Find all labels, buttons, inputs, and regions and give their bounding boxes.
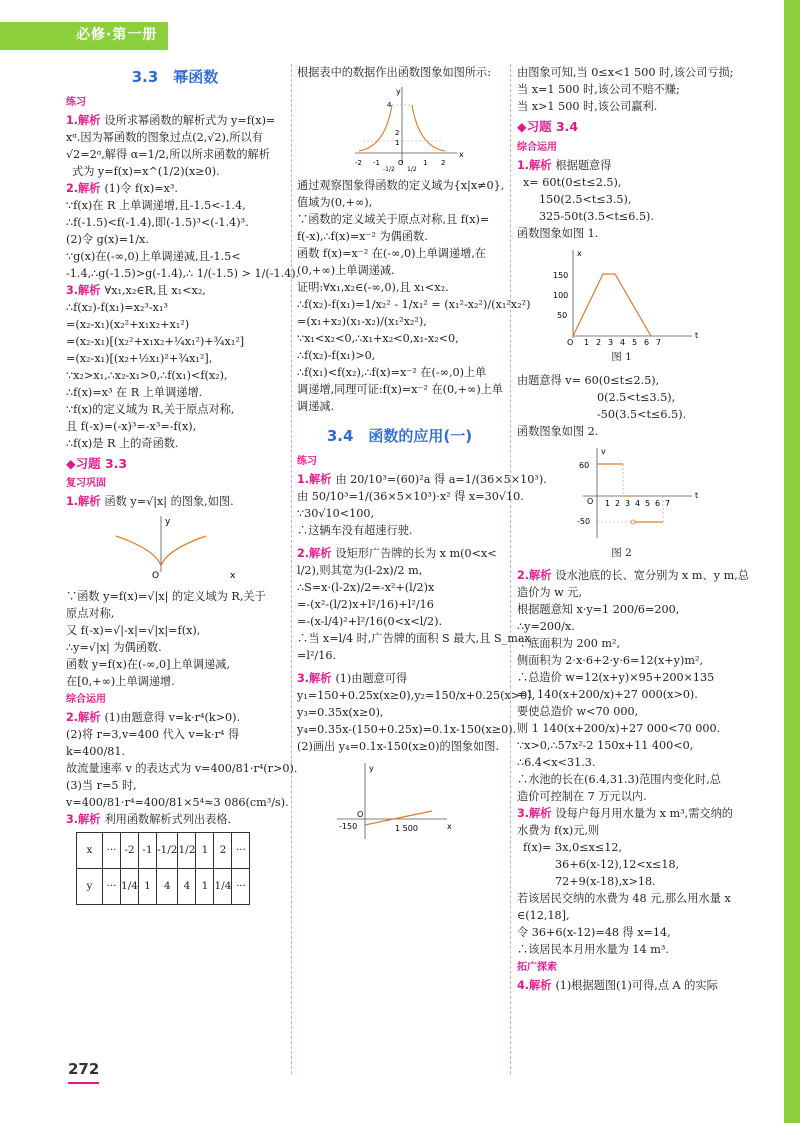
- answer-line: =-(x²-(l/2)x+l²/16)+l²/16: [297, 597, 434, 611]
- answer-line: 36+6(x-12),12<x≤18,: [555, 858, 680, 872]
- curve-left: [359, 105, 392, 151]
- answer-line: ∵x₁<x₂<0,∴x₁+x₂<0,x₁-x₂<0,: [297, 332, 459, 345]
- question-label: 2.解析: [517, 569, 552, 583]
- answer-line: 2.解析 (1)由题意得 v=k·r⁴(k>0).: [66, 711, 241, 725]
- question-label: 3.解析: [297, 671, 332, 685]
- axis-label-y: y: [165, 517, 171, 528]
- tick-label: 6: [644, 337, 650, 347]
- table-cell: 2: [214, 833, 232, 869]
- answer-line: ∴当 x=l/4 时,广告牌的面积 S 最大,且 S_max: [297, 631, 531, 645]
- answer-line: 通过观察图象得函数的定义域为{x|x≠0},: [297, 179, 505, 192]
- answer-line: 函数 y=f(x)在(-∞,0]上单调递减,: [66, 658, 230, 672]
- tick-label: 5: [632, 337, 638, 347]
- table-cell: -2: [121, 833, 139, 869]
- figure-2-velocity: [517, 444, 717, 542]
- answer-line: ∴f(-1.5)<f(-1.4),即(-1.5)³<(-1.4)³.: [66, 215, 249, 229]
- axis-label-y: y: [396, 87, 401, 96]
- table-cell: 1/4: [214, 869, 232, 905]
- tick-label: 1: [584, 337, 590, 347]
- table-cell: -1: [139, 833, 157, 869]
- answer-line: 在[0,+∞)上单调递增.: [66, 675, 175, 689]
- answer-line: v=400/81·r⁴=400/81×5⁴≈3 086(cm³/s).: [66, 796, 289, 810]
- tick-label: -50: [577, 516, 591, 526]
- answer-line: 函数图象如图 1.: [517, 226, 599, 240]
- question-label: 2.解析: [297, 546, 332, 560]
- question-label: 2.解析: [66, 181, 101, 195]
- comprehensive-heading: 综合运用: [66, 694, 106, 706]
- answer-line: 根据表中的数据作出函数图象如图所示:: [297, 66, 491, 79]
- answer-line: ∵f(x)在 R 上单调递增,且-1.5<-1.4,: [66, 198, 246, 212]
- answer-line: 3.解析 设每户每月用水量为 x m³,需交纳的: [517, 807, 733, 821]
- table-cell: 1/2: [178, 833, 196, 869]
- answer-line: ∴f(x)=x³ 在 R 上单调递增.: [66, 385, 203, 399]
- answer-line: =1 140(x+200/x)+27 000(x>0).: [517, 688, 698, 702]
- answer-line: 当 x>1 500 时,该公司赢利.: [517, 100, 658, 113]
- answer-line: y₃=0.35x(x≥0),: [297, 705, 384, 719]
- answer-line: ∴f(x₁)<f(x₂),∴f(x)=x⁻² 在(-∞,0)上单: [297, 366, 487, 379]
- section-title: 3.4 函数的应用(一): [326, 427, 473, 445]
- axis-label-t: t: [695, 330, 699, 340]
- right-edge-bar: [784, 0, 800, 1123]
- answer-line: ∴水池的长在(6.4,31.3)范围内变化时,总: [517, 773, 721, 787]
- tick-label: -1: [373, 159, 380, 167]
- origin-label: O: [357, 809, 364, 819]
- graph-x-minus-2: [297, 85, 497, 173]
- answer-line: 调递增,同理可证:f(x)=x⁻² 在(0,+∞)上单: [297, 383, 504, 396]
- tick-label: 3: [625, 498, 631, 508]
- answer-line: 2.解析 设水池底的长、宽分别为 x m、y m,总: [517, 569, 749, 583]
- origin-label: O: [152, 571, 160, 582]
- answer-line: (3)当 r=5 时,: [66, 779, 137, 793]
- answer-line: x= 60t(0≤t≤2.5),: [523, 175, 622, 189]
- answer-line: 72+9(x-18),x>18.: [555, 875, 656, 889]
- open-point: [631, 520, 635, 524]
- answer-line: 调递减.: [297, 400, 335, 413]
- answer-line: (2)令 g(x)=1/x.: [66, 232, 149, 246]
- answer-line: 1.解析 由 20/10³=(60)²a 得 a=1/(36×5×10³).: [297, 472, 547, 486]
- answer-line: 若该居民交纳的水费为 48 元,那么用水量 x: [517, 892, 731, 906]
- answer-line: ∵函数 y=f(x)=√|x| 的定义域为 R,关于: [66, 590, 266, 604]
- answer-line: ∴总造价 w=12(x+y)×95+200×135: [517, 671, 715, 685]
- tick-label: 7: [665, 498, 671, 508]
- answer-line: ∈(12,18],: [517, 909, 570, 923]
- table-cell: 1: [196, 869, 214, 905]
- table-cell: x: [77, 833, 103, 869]
- answer-line: 原点对称,: [66, 607, 115, 621]
- tick-label: 1/2: [407, 166, 417, 173]
- axis-label-x: x: [447, 821, 452, 831]
- table-cell: 1/4: [121, 869, 139, 905]
- answer-line: 1.解析 设所求幂函数的解析式为 y=f(x)=: [66, 113, 276, 127]
- review-heading: 复习巩固: [66, 478, 106, 490]
- question-label: 3.解析: [517, 807, 552, 821]
- axis-label-x: x: [459, 150, 464, 159]
- question-label: 1.解析: [66, 495, 101, 509]
- answer-line: 3.解析 利用函数解析式列出表格.: [66, 813, 232, 827]
- question-label: 3.解析: [66, 813, 101, 827]
- answer-line: 150(2.5<t≤3.5),: [539, 192, 632, 206]
- answer-line: ∵g(x)在(-∞,0)上单调递减,且-1.5<: [66, 249, 241, 263]
- answer-line: ∴f(x)是 R 上的奇函数.: [66, 436, 179, 450]
- answer-line: ∴这辆车没有超速行驶.: [297, 523, 413, 537]
- table-cell: 4: [178, 869, 196, 905]
- tick-label: 4: [635, 498, 641, 508]
- comprehensive-heading: 综合运用: [517, 141, 557, 153]
- tick-label: 4: [387, 101, 392, 109]
- answer-line: =l²/16.: [297, 648, 336, 662]
- table-cell: 1: [196, 833, 214, 869]
- curve-right: [412, 105, 445, 151]
- answer-line: -50(3.5<t≤6.5).: [597, 407, 687, 421]
- tick-label: 1: [423, 159, 428, 167]
- answer-line: √2=2ᵅ,解得 α=1/2,所以所求函数的解析: [66, 147, 270, 161]
- line-y4: [365, 811, 432, 825]
- answer-line: 由 50/10³=1/(36×5×10³)·x² 得 x=30√10.: [297, 489, 524, 503]
- distance-polyline: [573, 274, 651, 336]
- header-banner: [0, 22, 168, 50]
- answer-line: 0(2.5<t≤3.5),: [597, 390, 676, 404]
- answer-line: 证明:∀x₁,x₂∈(-∞,0),且 x₁<x₂.: [297, 281, 449, 294]
- tick-label: O: [567, 337, 574, 347]
- answer-line: 当 x=1 500 时,该公司不赔不赚;: [517, 83, 680, 96]
- table-row-x: [77, 833, 250, 869]
- answer-line: ∵底面积为 200 m²,: [517, 637, 621, 651]
- axis-label-x: x: [577, 248, 582, 258]
- header-title: 必修·第一册: [76, 27, 158, 43]
- answer-line: 故流量速率 v 的表达式为 v=400/81·r⁴(r>0).: [66, 762, 298, 776]
- exercise-title: ◆习题 3.4: [517, 119, 579, 134]
- answer-line: 式为 y=f(x)=x^(1/2)(x≥0).: [72, 164, 220, 178]
- answer-line: 由题意得 v= 60(0≤t≤2.5),: [517, 373, 660, 387]
- answer-line: 1.解析 根据题意得: [517, 158, 612, 172]
- answer-line: ∴f(x₂)-f(x₁)=1/x₂² - 1/x₁² = (x₁²-x₂²)/(x₁²x₂²): [297, 298, 531, 311]
- answer-line: 造价可控制在 7 万元以内.: [517, 790, 647, 804]
- answer-line: ∴f(x₂)-f(x₁)>0,: [297, 349, 376, 362]
- answer-line: xᵅ.因为幂函数的图象过点(2,√2),所以有: [66, 130, 263, 144]
- answer-line: 水费为 f(x)元,则: [517, 824, 600, 838]
- tick-label: 60: [579, 460, 590, 470]
- practice-heading: 练习: [66, 96, 86, 108]
- answer-line: =-(x-l/4)²+l²/16(0<x<l/2).: [297, 614, 443, 628]
- axis-label-t: t: [695, 490, 699, 500]
- question-label: 4.解析: [517, 979, 552, 993]
- tick-label: 1: [395, 139, 400, 147]
- column-1: [66, 64, 300, 905]
- answer-line: =(x₂-x₁)(x₂²+x₁x₂+x₁²): [66, 317, 190, 331]
- exercise-title: ◆习题 3.3: [66, 455, 128, 471]
- answer-line: 且 f(-x)=(-x)³=-x³=-f(x),: [66, 419, 197, 433]
- table-cell: ···: [232, 869, 250, 905]
- answer-line: 由图象可知,当 0≤x<1 500 时,该公司亏损;: [517, 66, 734, 79]
- answer-line: 2.解析 (1)令 f(x)=x³.: [66, 181, 178, 195]
- figure-1-distance: [517, 246, 717, 346]
- axis-label-x: x: [230, 571, 236, 582]
- tick-label: 1: [605, 498, 611, 508]
- table-cell: -1/2: [157, 833, 178, 869]
- graph-profit-line: [297, 759, 497, 849]
- tick-label: 2: [395, 129, 400, 137]
- question-label: 1.解析: [517, 158, 552, 172]
- tick-label: 2: [441, 159, 446, 167]
- answer-line: ∵f(x)的定义域为 R,关于原点对称,: [66, 402, 235, 416]
- tick-label: -150: [339, 821, 358, 831]
- answer-line: ∴S=x·(l-2x)/2=-x²+(l/2)x: [297, 580, 435, 594]
- answer-line: ∵30√10<100,: [297, 506, 375, 520]
- table-cell: 4: [157, 869, 178, 905]
- question-label: 2.解析: [66, 711, 101, 725]
- tick-label: 50: [557, 310, 568, 320]
- answer-line: (0,+∞)上单调递减.: [297, 264, 395, 277]
- answer-line: f(x)= 3x,0≤x≤12,: [523, 841, 623, 855]
- tick-label: 6: [655, 498, 661, 508]
- answer-line: k=400/81.: [66, 745, 126, 759]
- tick-label: 3: [608, 337, 614, 347]
- graph-sqrt-abs-x: [66, 514, 266, 584]
- answer-line: 根据题意知 x·y=1 200/6=200,: [517, 603, 680, 617]
- answer-line: 函数图象如图 2.: [517, 424, 599, 438]
- answer-line: f(-x),∴f(x)=x⁻² 为偶函数.: [297, 230, 428, 243]
- answer-line: (2)将 r=3,v=400 代入 v=k·r⁴ 得: [66, 728, 240, 742]
- practice-heading: 练习: [297, 455, 317, 467]
- answer-line: -1.4,∴g(-1.5)>g(-1.4),∴ 1/(-1.5) > 1/(-1.4).: [66, 266, 300, 280]
- figure-caption: 图 2: [611, 546, 632, 559]
- table-cell: ···: [103, 869, 121, 905]
- tick-label: 2: [615, 498, 621, 508]
- tick-label: 150: [553, 270, 569, 280]
- value-table: [76, 832, 250, 905]
- table-cell: ···: [232, 833, 250, 869]
- answer-line: (2)画出 y₄=0.1x-150(x≥0)的图象如图.: [297, 739, 500, 753]
- table-cell: ···: [103, 833, 121, 869]
- figure-caption: 图 1: [611, 350, 632, 363]
- origin-label: O: [587, 496, 594, 506]
- table-cell: y: [77, 869, 103, 905]
- table-cell: 1: [139, 869, 157, 905]
- tick-label: 7: [656, 337, 662, 347]
- column-divider: [510, 64, 511, 1074]
- answer-line: ∵x₂>x₁,∴x₂-x₁>0,∴f(x₁)<f(x₂),: [66, 368, 228, 382]
- column-3: [517, 64, 749, 994]
- answer-line: ∴y=√|x| 为偶函数.: [66, 641, 162, 655]
- answer-line: =(x₂-x₁)[(x₂²+x₁x₂+¼x₁²)+¾x₁²]: [66, 334, 245, 348]
- answer-line: 则 1 140(x+200/x)+27 000<70 000.: [517, 722, 721, 736]
- answer-line: 要使总造价 w<70 000,: [517, 705, 639, 719]
- answer-line: ∵函数的定义域关于原点对称,且 f(x)=: [297, 213, 490, 226]
- answer-line: l/2),则其宽为(l-2x)/2 m,: [297, 563, 423, 577]
- tick-label: O: [398, 159, 404, 167]
- tick-label: 5: [645, 498, 651, 508]
- answer-line: 令 36+6(x-12)=48 得 x=14,: [517, 926, 671, 940]
- answer-line: 又 f(-x)=√|-x|=√|x|=f(x),: [66, 624, 201, 638]
- answer-line: ∴该居民本月用水量为 14 m³.: [517, 943, 669, 957]
- answer-line: ∴y=200/x.: [517, 620, 575, 634]
- question-label: 1.解析: [66, 113, 101, 127]
- tick-label: -1/2: [383, 166, 395, 173]
- answer-line: 4.解析 (1)根据题图(1)可得,点 A 的实际: [517, 979, 718, 993]
- answer-line: 3.解析 (1)由题意可得: [297, 671, 408, 685]
- answer-line: ∴f(x₂)-f(x₁)=x₂³-x₁³: [66, 300, 168, 314]
- answer-line: 函数 f(x)=x⁻² 在(-∞,0)上单调递增,在: [297, 247, 487, 260]
- answer-line: ∴6.4<x<31.3.: [517, 756, 596, 770]
- answer-line: =(x₁+x₂)(x₁-x₂)/(x₁²x₂²),: [297, 315, 427, 328]
- answer-line: 侧面积为 2·x·6+2·y·6=12(x+y)m²,: [517, 654, 703, 668]
- answer-line: =(x₂-x₁)[(x₂+½x₁)²+¾x₁²],: [66, 351, 213, 365]
- axis-label-y: y: [369, 763, 374, 773]
- answer-line: 3.解析 ∀x₁,x₂∈R,且 x₁<x₂,: [66, 283, 206, 297]
- axis-label-v: v: [601, 446, 606, 456]
- table-row-y: [77, 869, 250, 905]
- page-number: 272: [68, 1058, 99, 1084]
- tick-label: 4: [620, 337, 626, 347]
- answer-line: ∵x>0,∴57x²-2 150x+11 400<0,: [517, 739, 694, 753]
- answer-line: 造价为 w 元,: [517, 586, 582, 600]
- tick-label: 100: [553, 290, 569, 300]
- explore-heading: 拓广探索: [517, 962, 557, 974]
- answer-line: 2.解析 设矩形广告牌的长为 x m(0<x<: [297, 546, 497, 560]
- section-title: 3.3 幂函数: [131, 68, 219, 86]
- tick-label: -2: [355, 159, 362, 167]
- tick-label: 2: [596, 337, 602, 347]
- answer-line: 1.解析 函数 y=√|x| 的图象,如图.: [66, 495, 234, 509]
- tick-label: 1 500: [395, 823, 418, 833]
- question-label: 1.解析: [297, 472, 332, 486]
- answer-line: y₁=150+0.25x(x≥0),y₂=150/x+0.25(x>0),: [297, 688, 536, 702]
- answer-line: y₄=0.35x-(150+0.25x)=0.1x-150(x≥0).: [297, 722, 517, 736]
- question-label: 3.解析: [66, 283, 101, 297]
- answer-line: 325-50t(3.5<t≤6.5).: [539, 209, 654, 223]
- answer-line: 值域为(0,+∞),: [297, 196, 373, 209]
- column-divider: [291, 64, 292, 1074]
